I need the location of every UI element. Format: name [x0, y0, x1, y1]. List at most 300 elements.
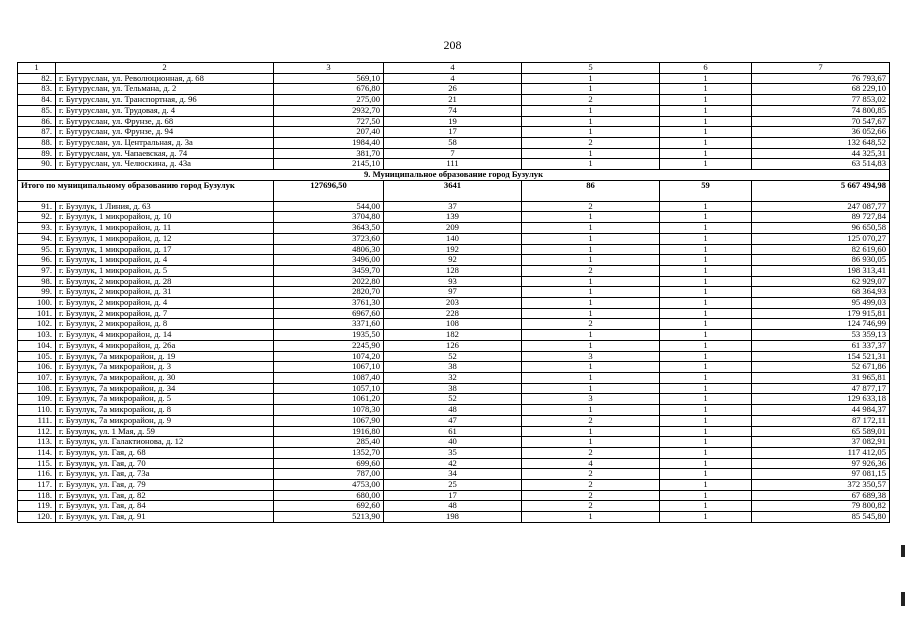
- address-cell: г. Бузулук, ул. Гая, д. 68: [56, 447, 274, 458]
- area-cell: 2022,80: [274, 276, 384, 287]
- col6-cell: 1: [660, 287, 752, 298]
- residents-cell: 92: [384, 255, 522, 266]
- row-number-cell: 118.: [18, 490, 56, 501]
- area-cell: 1061,20: [274, 394, 384, 405]
- row-number-cell: 109.: [18, 394, 56, 405]
- address-cell: г. Бугуруслан, ул. Транспортная, д. 96: [56, 95, 274, 106]
- cost-cell: 86 930,05: [752, 255, 890, 266]
- cost-cell: 62 929,07: [752, 276, 890, 287]
- residents-cell: 32: [384, 372, 522, 383]
- col6-cell: 1: [660, 501, 752, 512]
- col5-cell: 1: [522, 287, 660, 298]
- address-cell: г. Бугуруслан, ул. Чапаевская, д. 74: [56, 148, 274, 159]
- cost-cell: 198 313,41: [752, 265, 890, 276]
- col6-cell: 1: [660, 159, 752, 170]
- table-row: [18, 84, 890, 95]
- cost-cell: 77 853,02: [752, 95, 890, 106]
- col5-cell: 1: [522, 362, 660, 373]
- col6-cell: 1: [660, 105, 752, 116]
- area-cell: 207,40: [274, 127, 384, 138]
- address-cell: г. Бузулук, 7а микрорайон, д. 9: [56, 415, 274, 426]
- col5-cell: 1: [522, 148, 660, 159]
- total-row: [18, 180, 890, 201]
- table-row: [18, 298, 890, 309]
- area-cell: 787,00: [274, 469, 384, 480]
- residents-cell: 140: [384, 233, 522, 244]
- col6-cell: 1: [660, 319, 752, 330]
- address-cell: г. Бузулук, 7а микрорайон, д. 3: [56, 362, 274, 373]
- column-number: 1: [18, 63, 56, 74]
- col5-cell: 1: [522, 255, 660, 266]
- row-number-cell: 119.: [18, 501, 56, 512]
- col5-cell: 1: [522, 233, 660, 244]
- register-table: [17, 62, 890, 523]
- col6-cell: 1: [660, 127, 752, 138]
- address-cell: г. Бугуруслан, ул. Фрунзе, д. 94: [56, 127, 274, 138]
- table-row: [18, 223, 890, 234]
- cost-cell: 132 648,52: [752, 137, 890, 148]
- total-cost: 5 667 494,98: [752, 180, 890, 201]
- residents-cell: 52: [384, 351, 522, 362]
- cost-cell: 65 589,01: [752, 426, 890, 437]
- area-cell: 1984,40: [274, 137, 384, 148]
- row-number-cell: 108.: [18, 383, 56, 394]
- col5-cell: 1: [522, 105, 660, 116]
- address-cell: г. Бугуруслан, ул. Челюскина, д. 43а: [56, 159, 274, 170]
- total-residents: 3641: [384, 180, 522, 201]
- row-number-cell: 107.: [18, 372, 56, 383]
- cost-cell: 87 172,11: [752, 415, 890, 426]
- residents-cell: 228: [384, 308, 522, 319]
- row-number-cell: 87.: [18, 127, 56, 138]
- col6-cell: 1: [660, 116, 752, 127]
- table-row: [18, 73, 890, 84]
- page-number: 208: [443, 38, 462, 52]
- cost-cell: 70 547,67: [752, 116, 890, 127]
- residents-cell: 108: [384, 319, 522, 330]
- cost-cell: 36 052,66: [752, 127, 890, 138]
- residents-cell: 21: [384, 95, 522, 106]
- col5-cell: 1: [522, 127, 660, 138]
- col6-cell: 1: [660, 426, 752, 437]
- col6-cell: 1: [660, 490, 752, 501]
- address-cell: г. Бузулук, 4 микрорайон, д. 26а: [56, 340, 274, 351]
- col6-cell: 1: [660, 201, 752, 212]
- residents-cell: 4: [384, 73, 522, 84]
- address-cell: г. Бугуруслан, ул. Трудовая, д. 4: [56, 105, 274, 116]
- cost-cell: 37 082,91: [752, 437, 890, 448]
- cost-cell: 53 359,13: [752, 330, 890, 341]
- table-row: [18, 490, 890, 501]
- address-cell: г. Бузулук, 2 микрорайон, д. 8: [56, 319, 274, 330]
- col6-cell: 1: [660, 276, 752, 287]
- table-row: [18, 480, 890, 491]
- col5-cell: 4: [522, 458, 660, 469]
- residents-cell: 128: [384, 265, 522, 276]
- residents-cell: 17: [384, 490, 522, 501]
- address-cell: г. Бузулук, ул. Гая, д. 91: [56, 512, 274, 523]
- address-cell: г. Бузулук, ул. Гая, д. 84: [56, 501, 274, 512]
- cost-cell: 44 325,31: [752, 148, 890, 159]
- row-number-cell: 103.: [18, 330, 56, 341]
- residents-cell: 58: [384, 137, 522, 148]
- cost-cell: 44 984,37: [752, 405, 890, 416]
- address-cell: г. Бузулук, ул. Гая, д. 70: [56, 458, 274, 469]
- area-cell: 1087,40: [274, 372, 384, 383]
- residents-cell: 42: [384, 458, 522, 469]
- table-row: [18, 330, 890, 341]
- col6-cell: 1: [660, 480, 752, 491]
- address-cell: г. Бузулук, 4 микрорайон, д. 14: [56, 330, 274, 341]
- col5-cell: 2: [522, 469, 660, 480]
- cost-cell: 31 965,81: [752, 372, 890, 383]
- table-row: [18, 512, 890, 523]
- col5-cell: 2: [522, 501, 660, 512]
- table-row: [18, 501, 890, 512]
- address-cell: г. Бугуруслан, ул. Центральная, д. 3а: [56, 137, 274, 148]
- residents-cell: 35: [384, 447, 522, 458]
- table-row: [18, 351, 890, 362]
- residents-cell: 111: [384, 159, 522, 170]
- residents-cell: 203: [384, 298, 522, 309]
- col5-cell: 2: [522, 201, 660, 212]
- cost-cell: 76 793,67: [752, 73, 890, 84]
- area-cell: 1067,90: [274, 415, 384, 426]
- cost-cell: 63 514,83: [752, 159, 890, 170]
- col6-cell: 1: [660, 233, 752, 244]
- col5-cell: 2: [522, 319, 660, 330]
- column-number: 6: [660, 63, 752, 74]
- area-cell: 2245,90: [274, 340, 384, 351]
- column-number: 7: [752, 63, 890, 74]
- cost-cell: 74 800,85: [752, 105, 890, 116]
- row-number-cell: 88.: [18, 137, 56, 148]
- table-row: [18, 383, 890, 394]
- scan-edge-mark: [901, 545, 905, 557]
- area-cell: 1352,70: [274, 447, 384, 458]
- col5-cell: 2: [522, 415, 660, 426]
- area-cell: 727,50: [274, 116, 384, 127]
- row-number-cell: 101.: [18, 308, 56, 319]
- row-number-cell: 98.: [18, 276, 56, 287]
- address-cell: г. Бузулук, 1 микрорайон, д. 11: [56, 223, 274, 234]
- table-row: [18, 405, 890, 416]
- area-cell: 676,80: [274, 84, 384, 95]
- cost-cell: 89 727,84: [752, 212, 890, 223]
- col5-cell: 1: [522, 298, 660, 309]
- address-cell: г. Бузулук, 7а микрорайон, д. 8: [56, 405, 274, 416]
- table-row: [18, 116, 890, 127]
- area-cell: 2820,70: [274, 287, 384, 298]
- area-cell: 3371,60: [274, 319, 384, 330]
- total-area: 127696,50: [274, 180, 384, 201]
- table-row: [18, 437, 890, 448]
- table-row: [18, 201, 890, 212]
- residents-cell: 182: [384, 330, 522, 341]
- cost-cell: 68 364,93: [752, 287, 890, 298]
- residents-cell: 47: [384, 415, 522, 426]
- residents-cell: 97: [384, 287, 522, 298]
- area-cell: 680,00: [274, 490, 384, 501]
- residents-cell: 25: [384, 480, 522, 491]
- table-row: [18, 95, 890, 106]
- row-number-cell: 105.: [18, 351, 56, 362]
- row-number-cell: 85.: [18, 105, 56, 116]
- area-cell: 3723,60: [274, 233, 384, 244]
- col5-cell: 2: [522, 447, 660, 458]
- col6-cell: 1: [660, 447, 752, 458]
- table-row: [18, 447, 890, 458]
- table-row: [18, 137, 890, 148]
- col5-cell: 2: [522, 265, 660, 276]
- area-cell: 1078,30: [274, 405, 384, 416]
- cost-cell: 97 926,36: [752, 458, 890, 469]
- col5-cell: 1: [522, 340, 660, 351]
- row-number-cell: 100.: [18, 298, 56, 309]
- area-cell: 381,70: [274, 148, 384, 159]
- cost-cell: 124 746,99: [752, 319, 890, 330]
- table-row: [18, 244, 890, 255]
- address-cell: г. Бузулук, 1 микрорайон, д. 5: [56, 265, 274, 276]
- col5-cell: 1: [522, 308, 660, 319]
- cost-cell: 179 915,81: [752, 308, 890, 319]
- col6-cell: 1: [660, 469, 752, 480]
- col5-cell: 1: [522, 223, 660, 234]
- residents-cell: 209: [384, 223, 522, 234]
- col5-cell: 1: [522, 159, 660, 170]
- col6-cell: 1: [660, 415, 752, 426]
- col6-cell: 1: [660, 330, 752, 341]
- address-cell: г. Бузулук, 2 микрорайон, д. 31: [56, 287, 274, 298]
- col6-cell: 1: [660, 137, 752, 148]
- col5-cell: 1: [522, 244, 660, 255]
- col5-cell: 1: [522, 426, 660, 437]
- row-number-cell: 112.: [18, 426, 56, 437]
- col6-cell: 1: [660, 255, 752, 266]
- row-number-cell: 95.: [18, 244, 56, 255]
- row-number-cell: 93.: [18, 223, 56, 234]
- row-number-cell: 114.: [18, 447, 56, 458]
- row-number-cell: 96.: [18, 255, 56, 266]
- col6-cell: 1: [660, 223, 752, 234]
- area-cell: 1067,10: [274, 362, 384, 373]
- col6-cell: 1: [660, 212, 752, 223]
- row-number-cell: 90.: [18, 159, 56, 170]
- cost-cell: 117 412,05: [752, 447, 890, 458]
- area-cell: 3761,30: [274, 298, 384, 309]
- col6-cell: 1: [660, 308, 752, 319]
- area-cell: 3459,70: [274, 265, 384, 276]
- cost-cell: 85 545,80: [752, 512, 890, 523]
- area-cell: 3704,80: [274, 212, 384, 223]
- address-cell: г. Бузулук, 7а микрорайон, д. 30: [56, 372, 274, 383]
- cost-cell: 96 650,58: [752, 223, 890, 234]
- residents-cell: 126: [384, 340, 522, 351]
- table-row: [18, 255, 890, 266]
- row-number-cell: 115.: [18, 458, 56, 469]
- residents-cell: 37: [384, 201, 522, 212]
- row-number-cell: 82.: [18, 73, 56, 84]
- row-number-cell: 86.: [18, 116, 56, 127]
- col5-cell: 1: [522, 372, 660, 383]
- column-number: 3: [274, 63, 384, 74]
- col5-cell: 1: [522, 437, 660, 448]
- address-cell: г. Бузулук, 1 микрорайон, д. 12: [56, 233, 274, 244]
- table-row: [18, 415, 890, 426]
- col5-cell: 2: [522, 95, 660, 106]
- column-number: 5: [522, 63, 660, 74]
- row-number-cell: 89.: [18, 148, 56, 159]
- address-cell: г. Бузулук, 7а микрорайон, д. 5: [56, 394, 274, 405]
- col6-cell: 1: [660, 73, 752, 84]
- row-number-cell: 116.: [18, 469, 56, 480]
- row-number-cell: 94.: [18, 233, 56, 244]
- col5-cell: 1: [522, 116, 660, 127]
- table-row: [18, 469, 890, 480]
- table-row: [18, 340, 890, 351]
- area-cell: 692,60: [274, 501, 384, 512]
- col6-cell: 1: [660, 244, 752, 255]
- address-cell: г. Бузулук, 1 Линия, д. 63: [56, 201, 274, 212]
- total-label: Итого по муниципальному образованию город Бузулук: [18, 180, 274, 201]
- residents-cell: 198: [384, 512, 522, 523]
- row-number-cell: 92.: [18, 212, 56, 223]
- col5-cell: 1: [522, 512, 660, 523]
- col5-cell: 3: [522, 394, 660, 405]
- col5-cell: 3: [522, 351, 660, 362]
- residents-cell: 139: [384, 212, 522, 223]
- table-row: [18, 265, 890, 276]
- col6-cell: 1: [660, 265, 752, 276]
- row-number-cell: 120.: [18, 512, 56, 523]
- address-cell: г. Бузулук, ул. Гая, д. 73а: [56, 469, 274, 480]
- area-cell: 275,00: [274, 95, 384, 106]
- residents-cell: 48: [384, 405, 522, 416]
- cost-cell: 125 070,27: [752, 233, 890, 244]
- address-cell: г. Бугуруслан, ул. Тельмана, д. 2: [56, 84, 274, 95]
- column-number-row: [18, 63, 890, 74]
- col6-cell: 1: [660, 340, 752, 351]
- col5-cell: 1: [522, 405, 660, 416]
- row-number-cell: 110.: [18, 405, 56, 416]
- cost-cell: 79 800,82: [752, 501, 890, 512]
- row-number-cell: 106.: [18, 362, 56, 373]
- col5-cell: 1: [522, 84, 660, 95]
- area-cell: 3643,50: [274, 223, 384, 234]
- col6-cell: 1: [660, 362, 752, 373]
- area-cell: 1074,20: [274, 351, 384, 362]
- scan-edge-mark: [901, 592, 905, 606]
- residents-cell: 192: [384, 244, 522, 255]
- cost-cell: 47 877,17: [752, 383, 890, 394]
- area-cell: 285,40: [274, 437, 384, 448]
- col6-cell: 1: [660, 84, 752, 95]
- table-row: [18, 362, 890, 373]
- area-cell: 699,60: [274, 458, 384, 469]
- cost-cell: 68 229,10: [752, 84, 890, 95]
- col6-cell: 1: [660, 383, 752, 394]
- residents-cell: 38: [384, 383, 522, 394]
- area-cell: 1057,10: [274, 383, 384, 394]
- table-row: [18, 287, 890, 298]
- table-row: [18, 212, 890, 223]
- address-cell: г. Бугуруслан, ул. Фрунзе, д. 68: [56, 116, 274, 127]
- col6-cell: 1: [660, 298, 752, 309]
- area-cell: 6967,60: [274, 308, 384, 319]
- cost-cell: 82 619,60: [752, 244, 890, 255]
- col5-cell: 1: [522, 73, 660, 84]
- cost-cell: 247 087,77: [752, 201, 890, 212]
- address-cell: г. Бузулук, 7а микрорайон, д. 19: [56, 351, 274, 362]
- col5-cell: 2: [522, 480, 660, 491]
- row-number-cell: 83.: [18, 84, 56, 95]
- col6-cell: 1: [660, 148, 752, 159]
- row-number-cell: 91.: [18, 201, 56, 212]
- table-row: [18, 426, 890, 437]
- area-cell: 1935,50: [274, 330, 384, 341]
- address-cell: г. Бугуруслан, ул. Революционная, д. 68: [56, 73, 274, 84]
- area-cell: 4753,00: [274, 480, 384, 491]
- total-col6: 59: [660, 180, 752, 201]
- row-number-cell: 84.: [18, 95, 56, 106]
- table-row: [18, 372, 890, 383]
- residents-cell: 17: [384, 127, 522, 138]
- col5-cell: 1: [522, 276, 660, 287]
- residents-cell: 34: [384, 469, 522, 480]
- address-cell: г. Бузулук, ул. 1 Мая, д. 59: [56, 426, 274, 437]
- row-number-cell: 111.: [18, 415, 56, 426]
- address-cell: г. Бузулук, 1 микрорайон, д. 4: [56, 255, 274, 266]
- area-cell: 1916,80: [274, 426, 384, 437]
- cost-cell: 95 499,03: [752, 298, 890, 309]
- section-title: 9. Муниципальное образование город Бузулук: [18, 170, 890, 181]
- table-row: [18, 458, 890, 469]
- col6-cell: 1: [660, 437, 752, 448]
- table-row: [18, 319, 890, 330]
- address-cell: г. Бузулук, ул. Гая, д. 82: [56, 490, 274, 501]
- cost-cell: 52 671,86: [752, 362, 890, 373]
- row-number-cell: 113.: [18, 437, 56, 448]
- residents-cell: 61: [384, 426, 522, 437]
- residents-cell: 26: [384, 84, 522, 95]
- address-cell: г. Бузулук, 2 микрорайон, д. 7: [56, 308, 274, 319]
- col6-cell: 1: [660, 405, 752, 416]
- address-cell: г. Бузулук, 1 микрорайон, д. 17: [56, 244, 274, 255]
- col6-cell: 1: [660, 512, 752, 523]
- cost-cell: 67 689,38: [752, 490, 890, 501]
- row-number-cell: 97.: [18, 265, 56, 276]
- col5-cell: 1: [522, 330, 660, 341]
- address-cell: г. Бузулук, 1 микрорайон, д. 10: [56, 212, 274, 223]
- table-row: [18, 308, 890, 319]
- residents-cell: 19: [384, 116, 522, 127]
- column-number: 2: [56, 63, 274, 74]
- col6-cell: 1: [660, 95, 752, 106]
- cost-cell: 372 350,57: [752, 480, 890, 491]
- table-row: [18, 127, 890, 138]
- address-cell: г. Бузулук, 7а микрорайон, д. 34: [56, 383, 274, 394]
- area-cell: 2145,10: [274, 159, 384, 170]
- residents-cell: 93: [384, 276, 522, 287]
- col5-cell: 1: [522, 212, 660, 223]
- address-cell: г. Бузулук, ул. Галактионова, д. 12: [56, 437, 274, 448]
- cost-cell: 154 521,31: [752, 351, 890, 362]
- area-cell: 544,00: [274, 201, 384, 212]
- residents-cell: 52: [384, 394, 522, 405]
- residents-cell: 48: [384, 501, 522, 512]
- row-number-cell: 99.: [18, 287, 56, 298]
- table-row: [18, 394, 890, 405]
